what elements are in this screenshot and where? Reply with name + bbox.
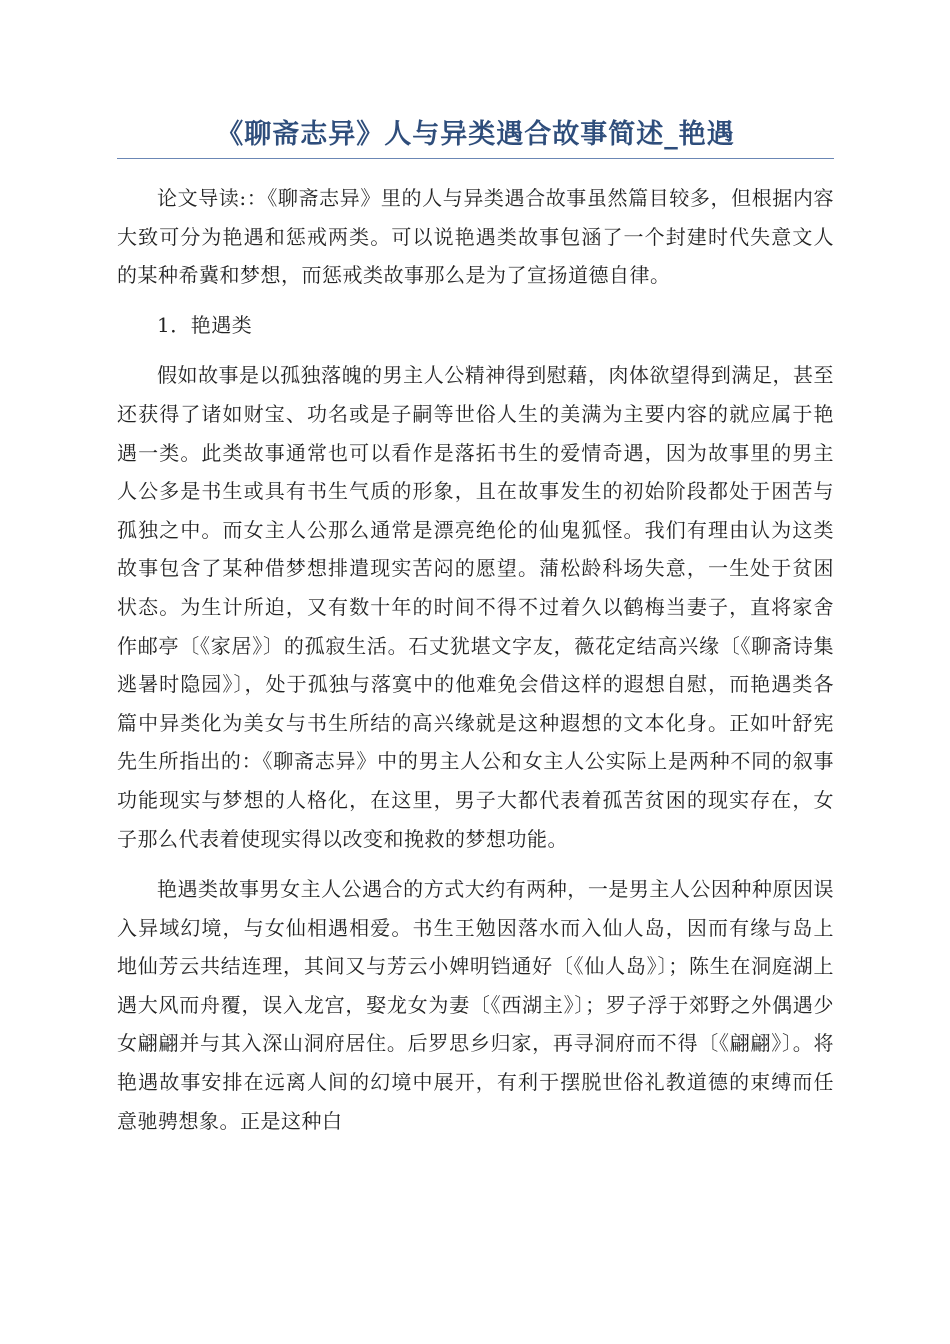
body-paragraph: 假如故事是以孤独落魄的男主人公精神得到慰藉，肉体欲望得到满足，甚至还获得了诸如财宝、功名或是子嗣等世俗人生的美满为主要内容的就应属于艳遇一类。此类故事通常也可以看作是落拓书生的爱情奇遇，因为故事里的男主人公多是书生或具有书生气质的形象，且在故事发生的初始阶段都处于困苦与孤独之中。而女主人公那么通常是漂亮绝伦的仙鬼狐怪。我们有理由认为这类故事包含了某种借梦想排遣现实苦闷的愿望。蒲松龄科场失意，一生处于贫困状态。为生计所迫，又有数十年的时间不得不过着久以鹤梅当妻子，直将家舍作邮亭〔《家居》〕的孤寂生活。石丈犹堪文字友，薇花定结高兴缘〔《聊斋诗集逃暑时隐园》〕，处于孤独与落寞中的他难免会借这样的遐想自慰，而艳遇类各篇中异类化为美女与书生所结的高兴缘就是这种遐想的文本化身。正如叶舒宪先生所指出的：《聊斋志异》中的男主人公和女主人公实际上是两种不同的叙事功能现实与梦想的人格化，在这里，男子大都代表着孤苦贫困的现实存在，女子那么代表着使现实得以改变和挽救的梦想功能。 [117, 363, 834, 851]
document-page [117, 0, 834, 1140]
document-title: 《聊斋志异》人与异类遇合故事简述_艳遇 [117, 118, 834, 159]
body-paragraph: 艳遇类故事男女主人公遇合的方式大约有两种，一是男主人公因种种原因误入异域幻境，与女仙相遇相爱。书生王勉因落水而入仙人岛，因而有缘与岛上地仙芳云共结连理，其间又与芳云小婢明铛通好〔《仙人岛》〕；陈生在洞庭湖上遇大风而舟覆，误入龙宫，娶龙女为妻〔《西湖主》〕；罗子浮于郊野之外偶遇少女翩翩并与其入深山洞府居住。后罗思乡归家，再寻洞府而不得〔《翩翩》〕。将艳遇故事安排在远离人间的幻境中展开，有利于摆脱世俗礼教道德的束缚而任意驰骋想象。正是这种白 [117, 877, 834, 1133]
section-heading: 1．艳遇类 [157, 312, 253, 337]
intro-paragraph: 论文导读:：《聊斋志异》里的人与异类遇合故事虽然篇目较多，但根据内容大致可分为艳遇和惩戒两类。可以说艳遇类故事包涵了一个封建时代失意文人的某种希冀和梦想，而惩戒类故事那么是为了宣扬道德自律。 [117, 186, 834, 288]
